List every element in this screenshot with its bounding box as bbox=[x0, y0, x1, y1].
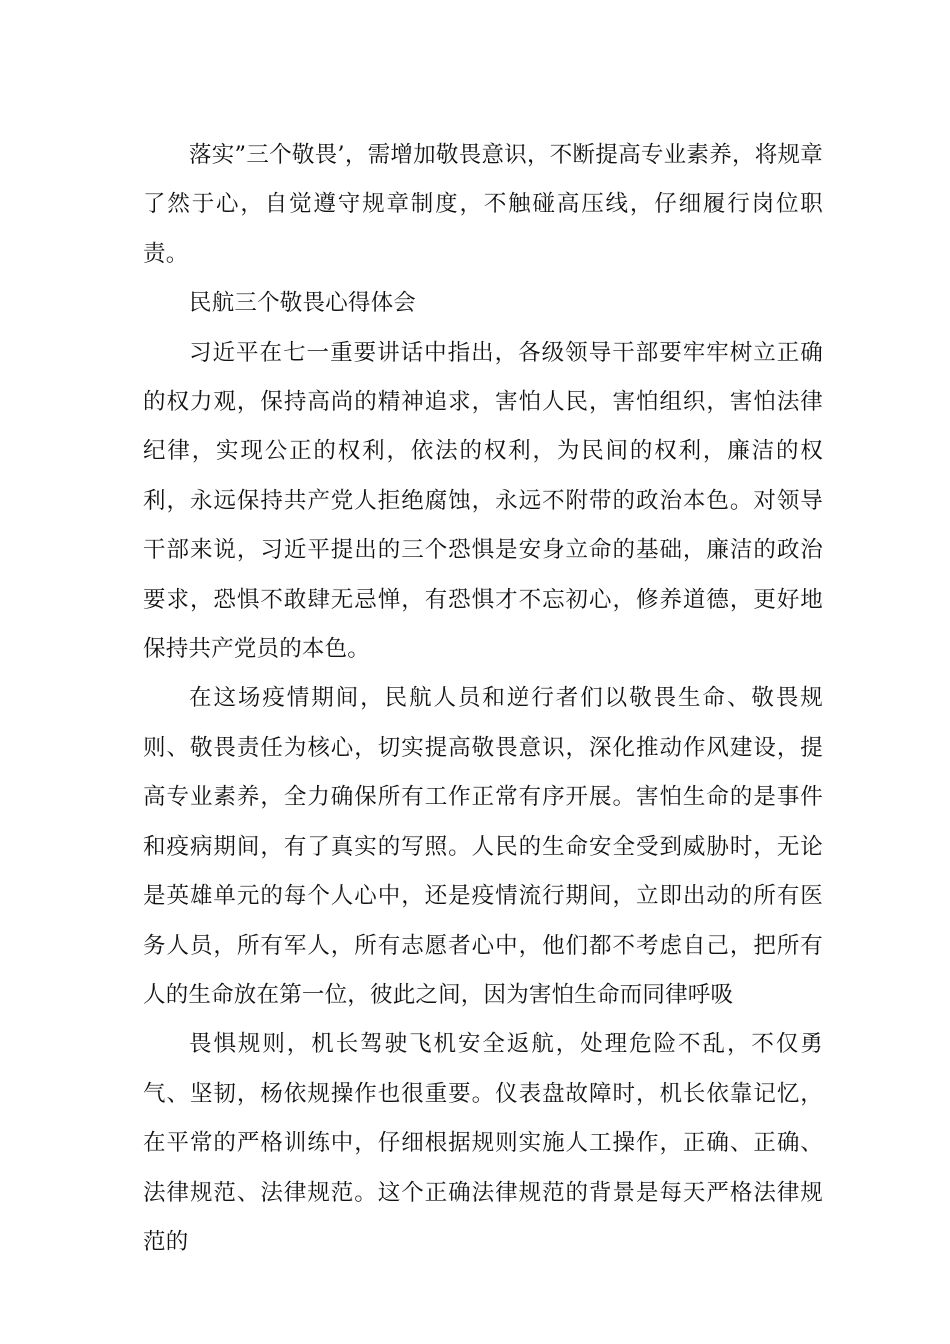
paragraph-4: 畏惧规则，机长驾驶飞机安全返航，处理危险不乱，不仅勇气、坚韧，杨依规操作也很重要。仪表盘故障时，机长依靠记忆，在平常的严格训练中，仔细根据规则实施人工操作，正确、正确、法律规范、法律规范。这个正确法律规范的背景是每天严格法律规范的 bbox=[143, 1031, 823, 1255]
paragraph-1: 落实”三个敬畏’，需增加敬畏意识，不断提高专业素养，将规章了然于心，自觉遵守规章制度，不触碰高压线，仔细履行岗位职责。 bbox=[143, 142, 823, 267]
paragraph-heading: 民航三个敬畏心得体会 bbox=[189, 290, 417, 317]
paragraph-2: 习近平在七一重要讲话中指出，各级领导干部要牢牢树立正确的权力观，保持高尚的精神追求，害怕人民，害怕组织，害怕法律纪律，实现公正的权利，依法的权利，为民间的权利，廉洁的权利，永远保持共产党人拒绝腐蚀，永远不附带的政治本色。对领导干部来说，习近平提出的三个恐惧是安身立命的基础，廉洁的政治要求，恐惧不敢肆无忌惮，有恐惧才不忘初心，修养道德，更好地保持共产党员的本色。 bbox=[143, 339, 823, 663]
paragraph-3: 在这场疫情期间，民航人员和逆行者们以敬畏生命、敬畏规则、敬畏责任为核心，切实提高敬畏意识，深化推动作风建设，提高专业素养，全力确保所有工作正常有序开展。害怕生命的是事件和疫病期间，有了真实的写照。人民的生命安全受到威胁时，无论是英雄单元的每个人心中，还是疫情流行期间，立即出动的所有医务人员，所有军人，所有志愿者心中，他们都不考虑自己，把所有人的生命放在第一位，彼此之间，因为害怕生命而同律呼吸 bbox=[143, 685, 823, 1008]
document-body bbox=[143, 131, 823, 1267]
